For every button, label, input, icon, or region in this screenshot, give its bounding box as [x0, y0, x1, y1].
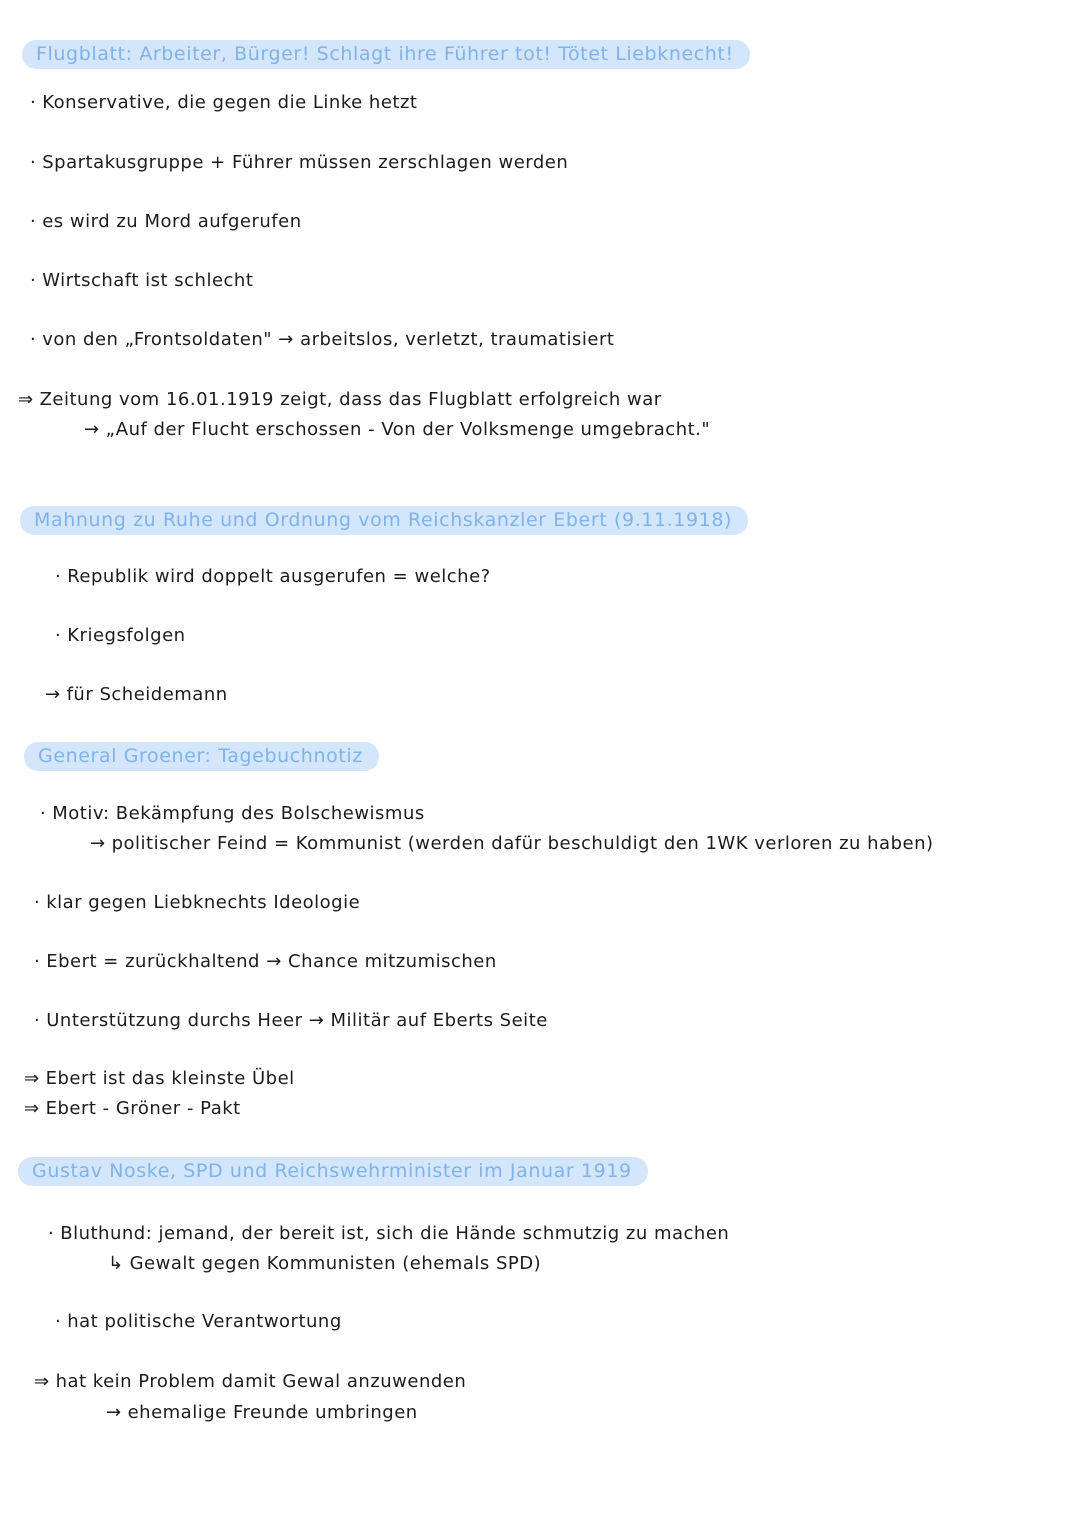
- bullet-marker: ·: [55, 566, 62, 587]
- note-text: Gewalt gegen Kommunisten (ehemals SPD): [129, 1253, 542, 1274]
- note-line: [55, 625, 186, 646]
- note-text: klar gegen Liebknechts Ideologie: [46, 892, 361, 913]
- bullet-marker: ·: [30, 211, 37, 232]
- note-line: [48, 1223, 729, 1244]
- note-text: Ebert - Gröner - Pakt: [45, 1098, 241, 1119]
- note-text: für Scheidemann: [66, 684, 228, 705]
- note-text: „Auf der Flucht erschossen - Von der Volksmenge umgebracht.": [105, 419, 711, 440]
- note-line: [55, 566, 491, 587]
- note-line: [30, 211, 302, 232]
- note-text: Ebert ist das kleinste Übel: [45, 1068, 295, 1089]
- double-arrow-icon: ⇒: [24, 1068, 40, 1089]
- note-line: [34, 1010, 548, 1031]
- note-text: Republik wird doppelt ausgerufen = welche?: [67, 566, 491, 587]
- conclusion-line: [24, 1098, 241, 1119]
- section-heading-groener: General Groener: Tagebuchnotiz: [24, 742, 379, 771]
- note-text: Kriegsfolgen: [67, 625, 186, 646]
- bullet-marker: ·: [55, 1311, 62, 1332]
- note-text: von den „Frontsoldaten" → arbeitslos, verletzt, traumatisiert: [42, 329, 615, 350]
- bullet-marker: ·: [34, 951, 41, 972]
- arrow-icon: →: [45, 684, 61, 705]
- bullet-marker: ·: [30, 152, 37, 173]
- note-line: [30, 92, 417, 113]
- note-text: ehemalige Freunde umbringen: [127, 1402, 418, 1423]
- double-arrow-icon: ⇒: [18, 389, 34, 410]
- bullet-marker: ·: [30, 270, 37, 291]
- sub-note-line: [84, 419, 710, 440]
- note-text: es wird zu Mord aufgerufen: [42, 211, 302, 232]
- sub-note-line: [106, 1402, 418, 1423]
- note-text: Motiv: Bekämpfung des Bolschewismus: [52, 803, 425, 824]
- note-line: [30, 270, 253, 291]
- sub-note-line: [45, 684, 228, 705]
- arrow-icon: →: [84, 419, 100, 440]
- arrow-icon: →: [106, 1402, 122, 1423]
- note-line: [30, 152, 568, 173]
- bullet-marker: ·: [48, 1223, 55, 1244]
- note-line: [30, 329, 614, 350]
- arrow-icon: →: [90, 833, 106, 854]
- bullet-marker: ·: [30, 329, 37, 350]
- note-line: [34, 892, 360, 913]
- bullet-marker: ·: [30, 92, 37, 113]
- bullet-marker: ·: [40, 803, 47, 824]
- sub-note-line: [90, 833, 934, 854]
- note-text: Zeitung vom 16.01.1919 zeigt, dass das Flugblatt erfolgreich war: [39, 389, 662, 410]
- double-arrow-icon: ⇒: [34, 1371, 50, 1392]
- bullet-marker: ·: [55, 625, 62, 646]
- note-text: Spartakusgruppe + Führer müssen zerschlagen werden: [42, 152, 569, 173]
- note-text: Bluthund: jemand, der bereit ist, sich die Hände schmutzig zu machen: [60, 1223, 730, 1244]
- section-heading-noske: Gustav Noske, SPD und Reichswehrminister im Januar 1919: [18, 1157, 648, 1186]
- note-text: hat kein Problem damit Gewal anzuwenden: [55, 1371, 467, 1392]
- note-text: hat politische Verantwortung: [67, 1311, 342, 1332]
- note-text: Ebert = zurückhaltend → Chance mitzumischen: [46, 951, 497, 972]
- double-arrow-icon: ⇒: [24, 1098, 40, 1119]
- conclusion-line: [18, 389, 662, 410]
- note-line: [34, 951, 497, 972]
- note-text: Unterstützung durchs Heer → Militär auf Eberts Seite: [46, 1010, 548, 1031]
- note-text: Konservative, die gegen die Linke hetzt: [42, 92, 418, 113]
- section-heading-mahnung: Mahnung zu Ruhe und Ordnung vom Reichskanzler Ebert (9.11.1918): [20, 506, 748, 535]
- note-text: Wirtschaft ist schlecht: [42, 270, 254, 291]
- conclusion-line: [24, 1068, 295, 1089]
- bullet-marker: ·: [34, 1010, 41, 1031]
- note-text: politischer Feind = Kommunist (werden dafür beschuldigt den 1WK verloren zu haben): [111, 833, 934, 854]
- sub-note-line: [108, 1253, 541, 1274]
- section-heading-flugblatt: Flugblatt: Arbeiter, Bürger! Schlagt ihre Führer tot! Tötet Liebknecht!: [22, 40, 750, 69]
- note-line: [40, 803, 425, 824]
- conclusion-line: [34, 1371, 466, 1392]
- bullet-marker: ·: [34, 892, 41, 913]
- hook-arrow-icon: ↳: [108, 1253, 124, 1274]
- note-line: [55, 1311, 342, 1332]
